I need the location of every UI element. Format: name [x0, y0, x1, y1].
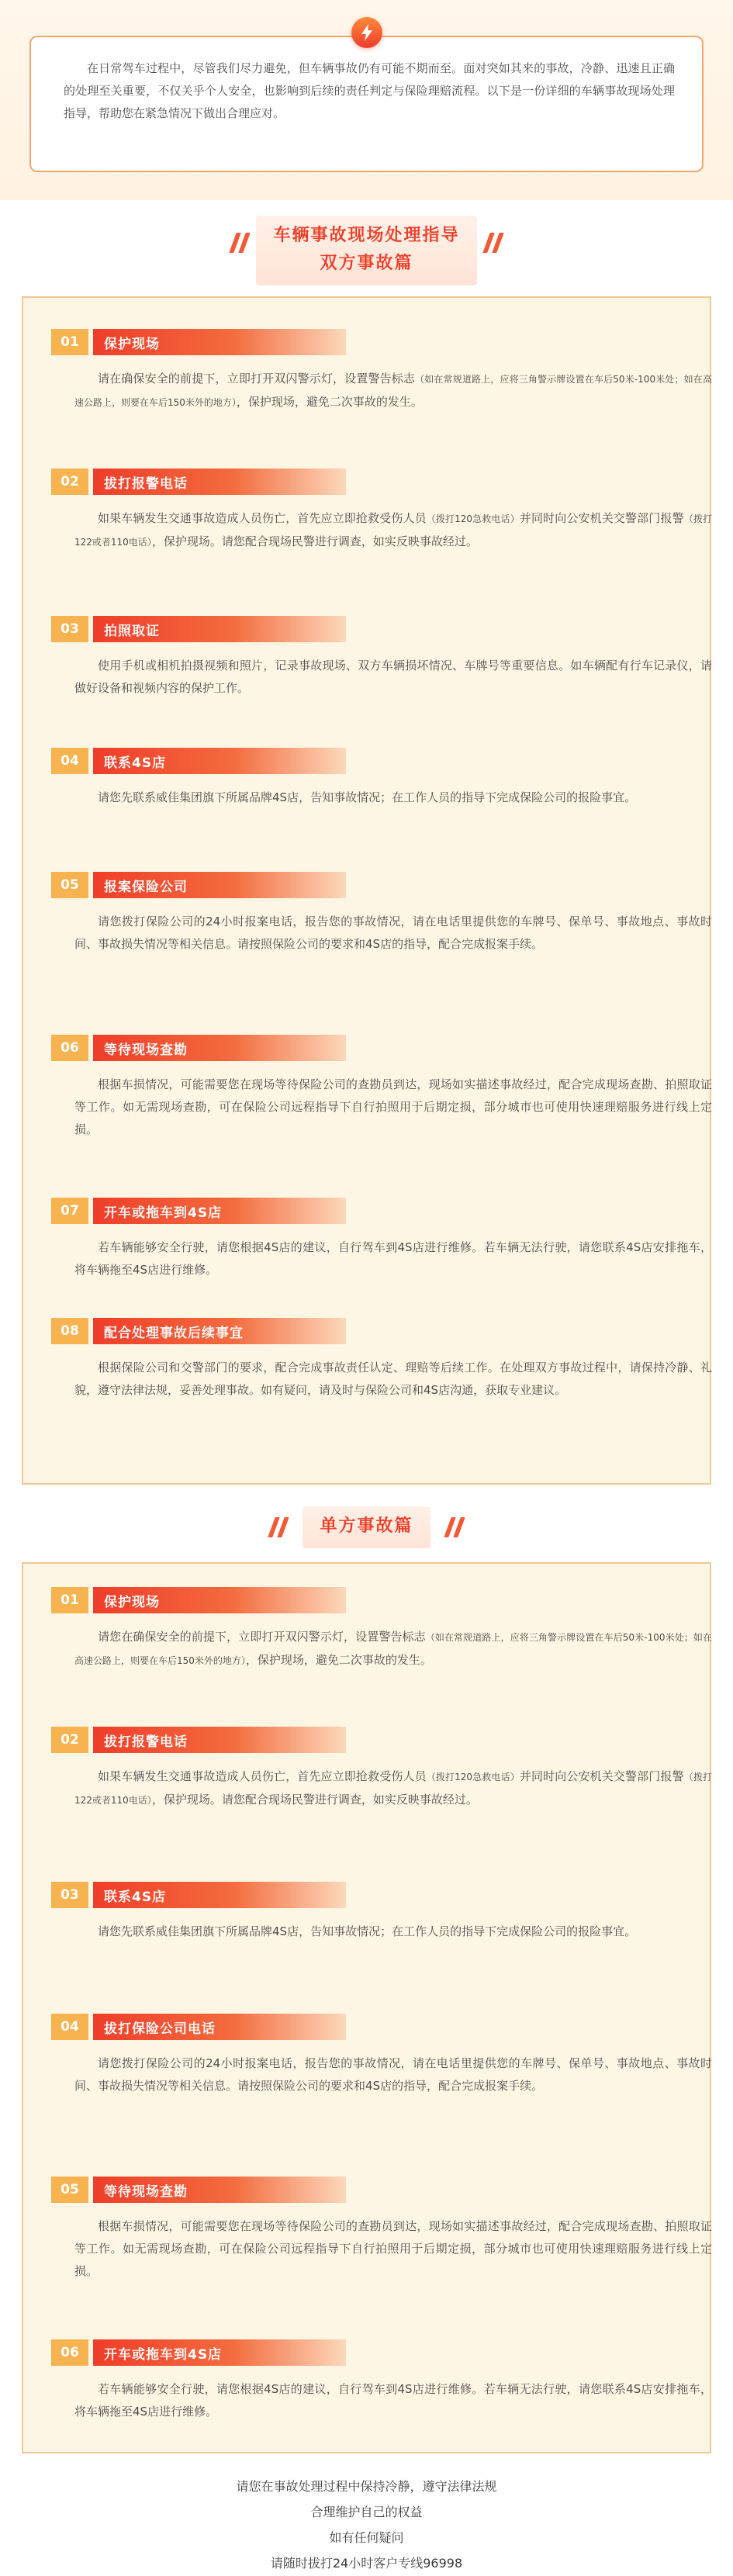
step-text-note2: （拨打122或者110电话） [74, 513, 712, 548]
step-header [51, 2339, 346, 2366]
step-header [51, 1318, 346, 1344]
step-text-pre: 根据保险公司和交警部门的要求，配合完成事故责任认定、理赔等后续工作。在处理双方事故过程中，请保持冷静、礼貌，遵守法律法规，妥善处理事故。如有疑问，请及时与保险公司和4S店沟通，获取专业建议。 [74, 1361, 712, 1397]
step-title: 保护现场 [93, 329, 346, 355]
step-body [74, 911, 712, 956]
step-title: 等待现场查勘 [93, 2177, 346, 2203]
step-body [74, 2378, 712, 2423]
step-title: 联系4S店 [93, 748, 346, 774]
title-deco-right-2 [492, 233, 503, 253]
step-body [74, 787, 712, 809]
two-party-section [22, 296, 711, 1485]
step-header [51, 1198, 346, 1224]
step-text-note: （拨打120急救电话） [426, 1772, 520, 1782]
step-text-mid: 并同时向公安机关交警部门报警 [519, 1769, 684, 1783]
step-body [74, 1236, 712, 1281]
step-number: 01 [51, 1587, 88, 1613]
step-title: 拔打报警电话 [93, 1727, 346, 1753]
step-header [51, 872, 346, 898]
footer [0, 2474, 733, 2576]
step-number: 04 [51, 2014, 88, 2040]
step-text-post: ，保护现场，避免二次事故的发生。 [236, 395, 423, 409]
step-number: 05 [51, 872, 88, 898]
step-header [51, 2014, 346, 2040]
footer-line: 合理维护自己的权益 [310, 2505, 423, 2519]
step-text-note: （如在常规道路上，应将三角警示牌设置在车后50米-100米处；如在高速公路上，则要在车后150米外的地方） [74, 374, 712, 408]
step-header [51, 1035, 346, 1061]
step-title: 开车或拖车到4S店 [93, 1198, 346, 1224]
step-header [51, 616, 346, 642]
step-header [51, 1882, 346, 1908]
step-text-note: （如在常规道路上，应将三角警示牌设置在车后50米-100米处；如在高速公路上，则要在车后150米外的地方） [74, 1632, 712, 1666]
footer-line: 如有任何疑问 [329, 2530, 404, 2545]
single-title-deco-left-2 [277, 1517, 289, 1537]
step-text-pre: 请在确保安全的前提下，立即打开双闪警示灯，设置警告标志 [98, 372, 416, 386]
step-text-pre: 若车辆能够安全行驶，请您根据4S店的建议，自行驾车到4S店进行维修。若车辆无法行驶，请您联系4S店安排拖车，将车辆拖至4S店进行维修。 [74, 2382, 712, 2419]
step-title: 保护现场 [93, 1587, 346, 1613]
step-header [51, 1587, 346, 1613]
footer-line: 请您在事故处理过程中保持冷静，遵守法律法规 [236, 2479, 497, 2494]
step-body [74, 1357, 712, 1402]
step-number: 08 [51, 1318, 88, 1344]
step-body [74, 1765, 712, 1812]
step-text-pre: 请您先联系威佳集团旗下所属品牌4S店，告知事故情况；在工作人员的指导下完成保险公司的报险事宜。 [98, 1924, 637, 1938]
step-body [74, 655, 712, 700]
step-number: 04 [51, 748, 88, 774]
step-text-pre: 若车辆能够安全行驶，请您根据4S店的建议，自行驾车到4S店进行维修。若车辆无法行驶，请您联系4S店安排拖车，将车辆拖至4S店进行维修。 [74, 1240, 712, 1277]
step-title: 等待现场查勘 [93, 1035, 346, 1061]
step-text-pre: 请您先联系威佳集团旗下所属品牌4S店，告知事故情况；在工作人员的指导下完成保险公司的报险事宜。 [98, 790, 637, 804]
title-deco-left-2 [238, 233, 250, 253]
step-title: 配合处理事故后续事宜 [93, 1318, 346, 1344]
step-header [51, 748, 346, 774]
step-title: 拔打保险公司电话 [93, 2014, 346, 2040]
main-title [0, 216, 733, 285]
step-text-post: ，保护现场。请您配合现场民警进行调查，如实反映事故经过。 [151, 1793, 478, 1807]
step-title: 报案保险公司 [93, 872, 346, 898]
step-text-pre: 根据车损情况，可能需要您在现场等待保险公司的查勘员到达，现场如实描述事故经过，配合完成现场查勘、拍照取证等工作。如无需现场查勘，可在保险公司远程指导下自行拍照用于后期定损，部分城市也可使用快速理赔服务进行线上定损。 [74, 2219, 712, 2278]
single-title-text: 单方事故篇 [320, 1516, 413, 1536]
page-subtitle: 双方事故篇 [320, 254, 413, 273]
step-header [51, 1727, 346, 1753]
step-number: 02 [51, 469, 88, 495]
step-text-pre: 根据车损情况，可能需要您在现场等待保险公司的查勘员到达，现场如实描述事故经过，配合完成现场查勘、拍照取证等工作。如无需现场查勘，可在保险公司远程指导下自行拍照用于后期定损，部分城市也可使用快速理赔服务进行线上定损。 [74, 1077, 712, 1136]
footer-line: 请随时拔打24小时客户专线96998 [270, 2556, 463, 2571]
step-text-post: ，保护现场。请您配合现场民警进行调查，如实反映事故经过。 [151, 534, 478, 548]
step-body [74, 368, 712, 414]
step-number: 01 [51, 329, 88, 355]
step-text-pre: 如果车辆发生交通事故造成人员伤亡，首先应立即抢救受伤人员 [98, 511, 427, 525]
step-title: 联系4S店 [93, 1882, 346, 1908]
step-text-mid: 并同时向公安机关交警部门报警 [519, 511, 684, 525]
single-title [0, 1506, 733, 1548]
step-text-note2: （拨打122或者110电话） [74, 1772, 712, 1806]
step-body [74, 2052, 712, 2097]
step-text-pre: 请您拨打保险公司的24小时报案电话，报告您的事故情况，请在电话里提供您的车牌号、保单号、事故地点、事故时间、事故损失情况等相关信息。请按照保险公司的要求和4S店的指导，配合完成报案手续。 [74, 915, 712, 951]
single-title-deco-right-2 [453, 1517, 465, 1537]
step-number: 03 [51, 616, 88, 642]
step-body [74, 1074, 712, 1141]
step-title: 拍照取证 [93, 616, 346, 642]
single-party-section [22, 1562, 711, 2453]
step-number: 05 [51, 2177, 88, 2203]
lightning-bolt-icon [351, 17, 382, 48]
step-number: 02 [51, 1727, 88, 1753]
step-number: 06 [51, 2339, 88, 2366]
intro-card [29, 36, 704, 172]
step-number: 03 [51, 1882, 88, 1908]
step-header [51, 2177, 346, 2203]
step-text-pre: 请您在确保安全的前提下，立即打开双闪警示灯，设置警告标志 [98, 1630, 426, 1644]
step-body [74, 507, 712, 554]
intro-text: 在日常驾车过程中，尽管我们尽力避免，但车辆事故仍有可能不期而至。面对突如其来的事故，冷静、迅速且正确的处理至关重要，不仅关乎个人安全，也影响到后续的责任判定与保险理赔流程。以下是一份详细的车辆事故现场处理指导，帮助您在紧急情况下做出合理应对。 [64, 61, 675, 120]
step-text-pre: 使用手机或相机拍摄视频和照片，记录事故现场、双方车辆损坏情况、车牌号等重要信息。如车辆配有行车记录仪，请做好设备和视频内容的保护工作。 [74, 659, 712, 695]
step-header [51, 329, 346, 355]
page-title: 车辆事故现场处理指导 [273, 226, 460, 245]
step-number: 07 [51, 1198, 88, 1224]
step-number: 06 [51, 1035, 88, 1061]
step-text-pre: 请您拨打保险公司的24小时报案电话，报告您的事故情况，请在电话里提供您的车牌号、保单号、事故地点、事故时间、事故损失情况等相关信息。请按照保险公司的要求和4S店的指导，配合完成报案手续。 [74, 2056, 712, 2093]
step-header [51, 469, 346, 495]
step-title: 拔打报警电话 [93, 469, 346, 495]
step-text-note: （拨打120急救电话） [426, 513, 520, 524]
step-title: 开车或拖车到4S店 [93, 2339, 346, 2366]
step-body [74, 1921, 712, 1943]
step-body [74, 2215, 712, 2283]
step-text-pre: 如果车辆发生交通事故造成人员伤亡，首先应立即抢救受伤人员 [98, 1769, 427, 1783]
step-body [74, 1626, 712, 1672]
step-text-post: ，保护现场，避免二次事故的发生。 [245, 1653, 432, 1667]
